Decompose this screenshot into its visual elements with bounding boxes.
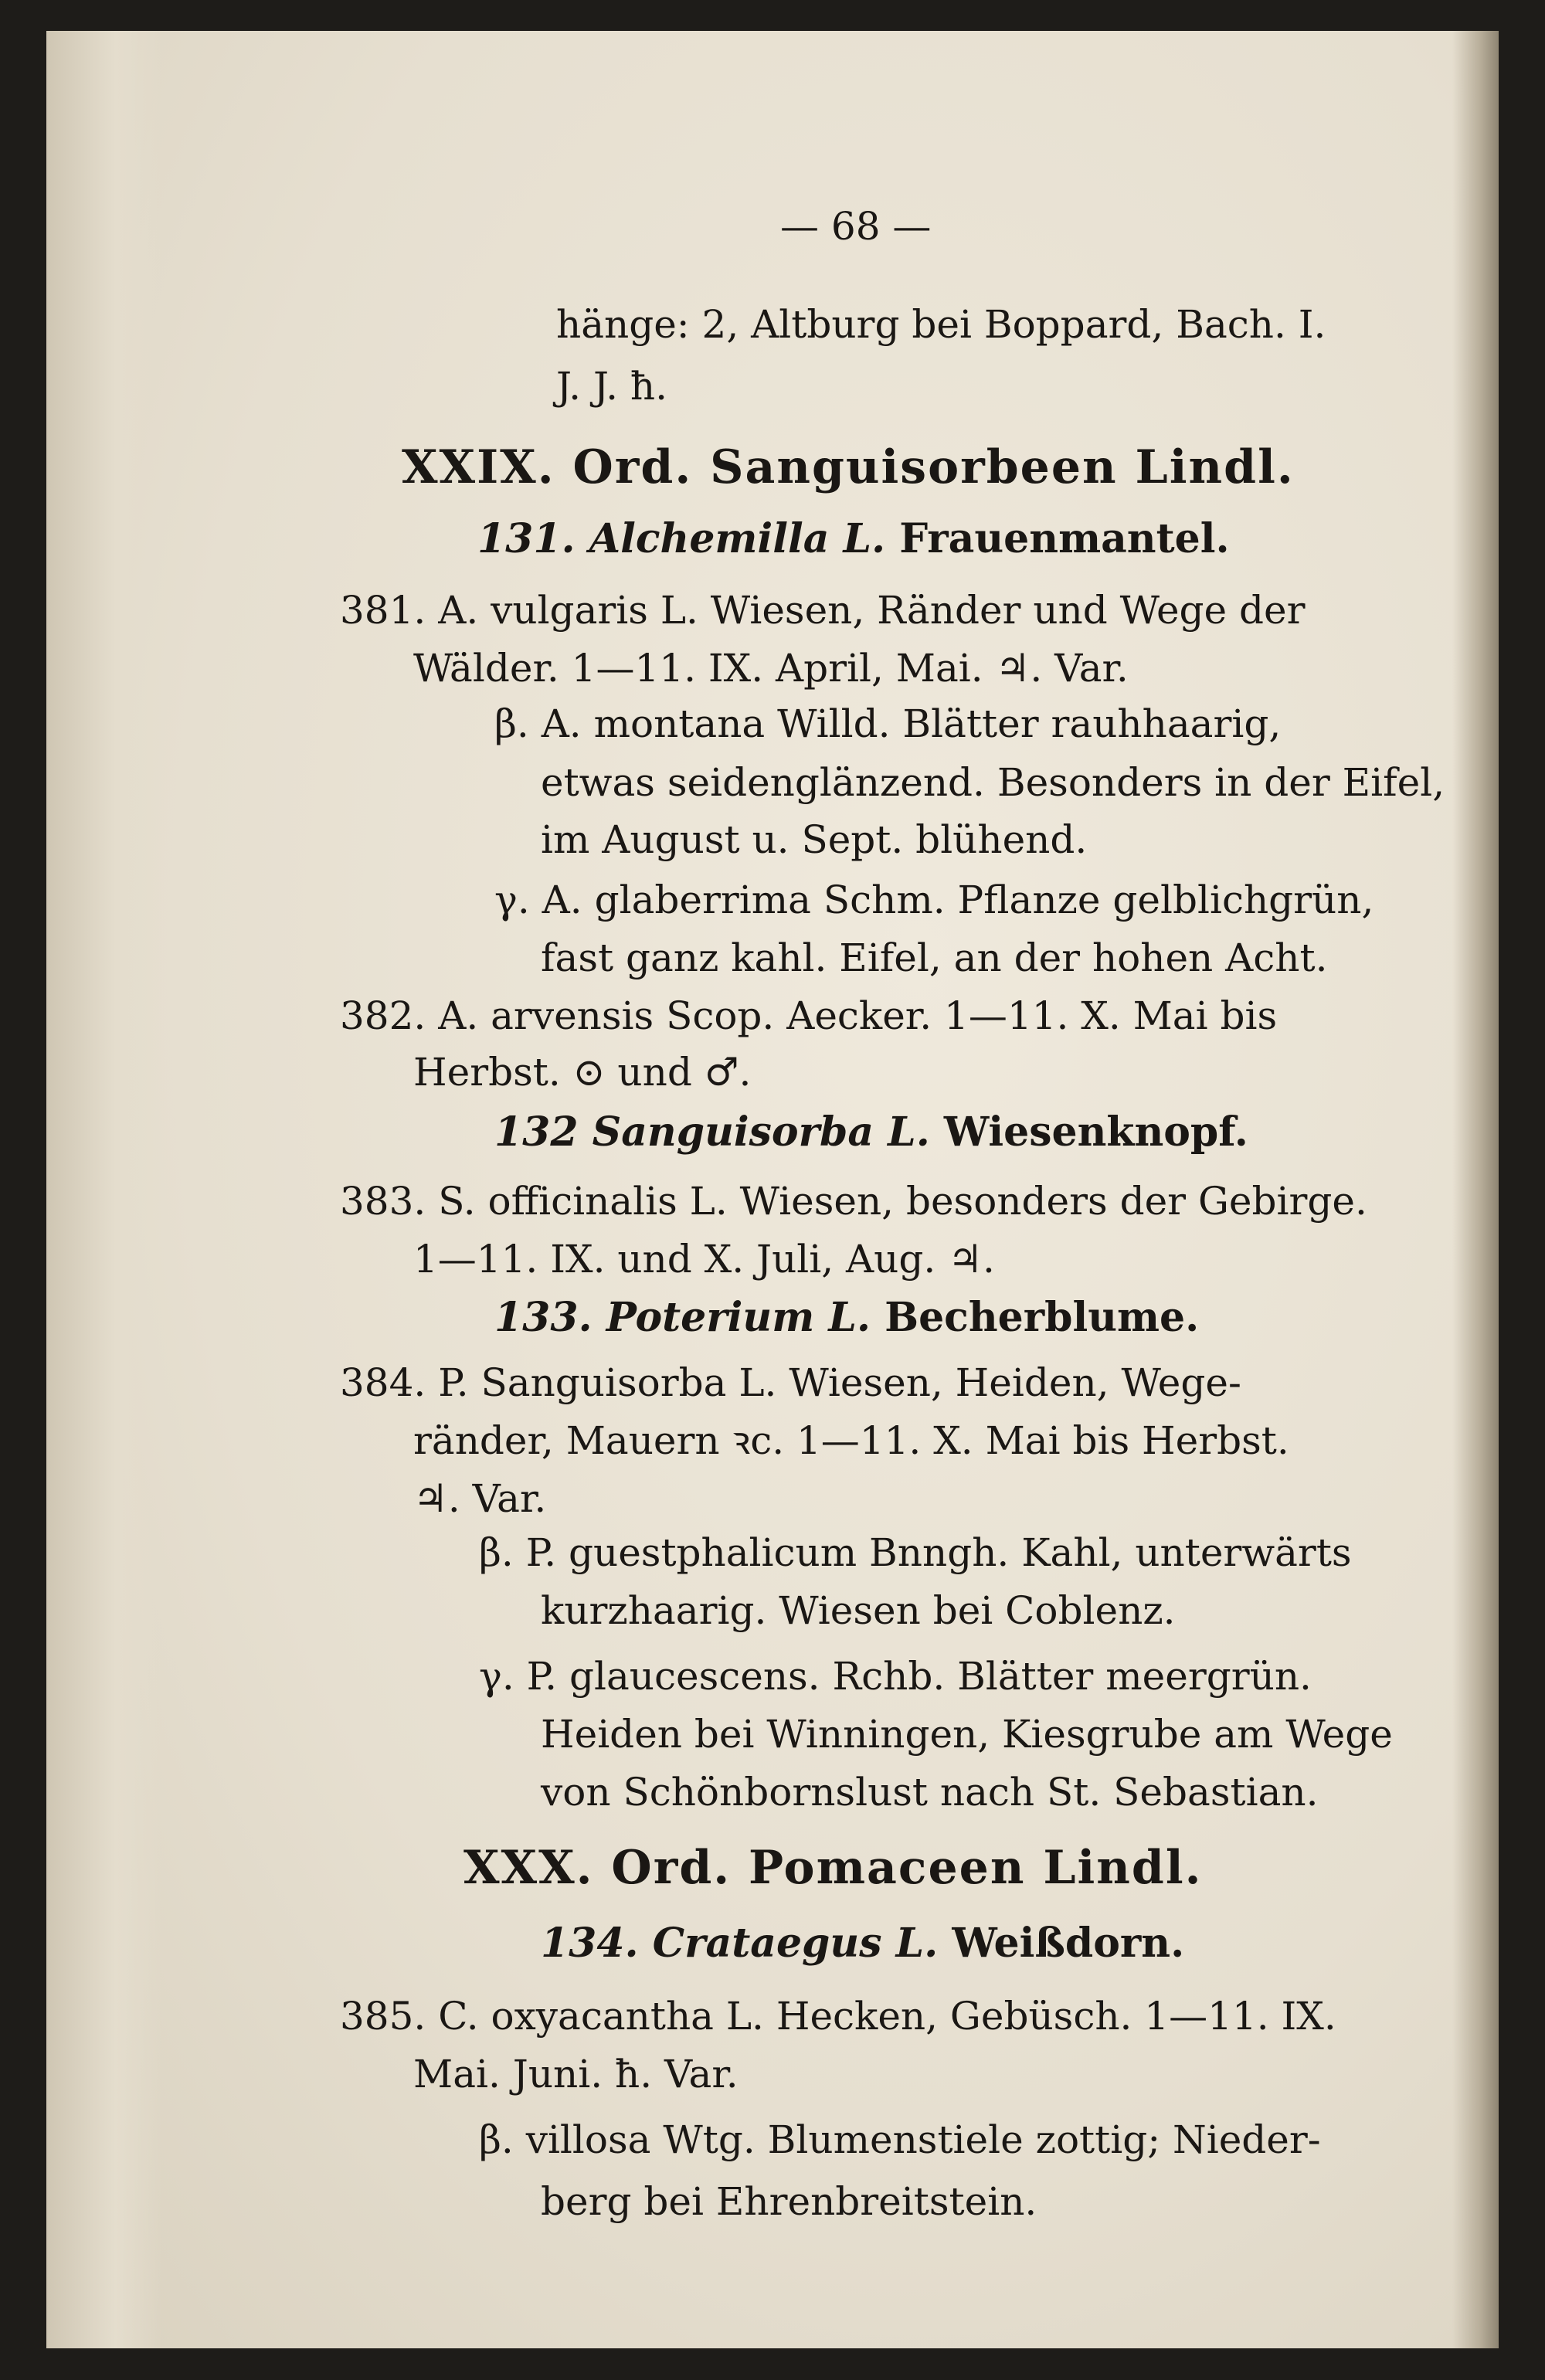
variety-entry: γ. P. glaucescens. Rchb. Blätter meergrün. (479, 1654, 1312, 1699)
text-line: im August u. Sept. blühend. (541, 817, 1088, 862)
genus-common-name: Weißdorn. (952, 1920, 1185, 1967)
genus-number: 133. (494, 1294, 593, 1341)
page-edge (1452, 31, 1499, 2348)
genus-number: 132 (494, 1109, 579, 1156)
text-line: Mai. Juni. ħ. Var. (413, 2052, 739, 2097)
text-line: ränder, Mauern ꝛc. 1—11. X. Mai bis Herbst. (413, 1418, 1289, 1463)
text-line: Herbst. ⊙ und ♂. (413, 1050, 752, 1095)
species-entry: 384. P. Sanguisorba L. Wiesen, Heiden, Wege- (340, 1360, 1241, 1405)
variety-entry: β. villosa Wtg. Blumenstiele zottig; Nieder- (479, 2117, 1321, 2162)
genus-number: 134. (541, 1920, 639, 1967)
text-line: ♃. Var. (413, 1476, 547, 1521)
variety-entry: β. P. guestphalicum Bnngh. Kahl, unterwärts (479, 1530, 1352, 1575)
variety-entry: β. A. montana Willd. Blätter rauhhaarig, (494, 701, 1282, 746)
genus-heading (541, 1920, 1185, 1967)
text-line: hänge: 2, Altburg bei Boppard, Bach. I. (556, 302, 1326, 347)
text-line: von Schönbornslust nach St. Sebastian. (541, 1770, 1319, 1815)
genus-common-name: Frauenmantel. (899, 515, 1230, 562)
page-number: — 68 — (780, 204, 932, 249)
text-line: 1—11. IX. und X. Juli, Aug. ♃. (413, 1237, 995, 1282)
genus-heading (494, 1294, 1200, 1341)
genus-common-name: Wiesenknopf. (943, 1109, 1248, 1156)
species-entry: 385. C. oxyacantha L. Hecken, Gebüsch. 1—11. IX. (340, 1994, 1336, 2039)
text-line: J. J. ħ. (556, 364, 667, 409)
order-heading: XXIX. Ord. Sanguisorbeen Lindl. (402, 440, 1295, 494)
text-line: berg bei Ehrenbreitstein. (541, 2179, 1037, 2224)
variety-entry: γ. A. glaberrima Schm. Pflanze gelblichgrün, (494, 878, 1374, 922)
genus-name: Crataegus L. (652, 1920, 939, 1967)
text-line: Wälder. 1—11. IX. April, Mai. ♃. Var. (413, 646, 1129, 691)
text-line: fast ganz kahl. Eifel, an der hohen Acht. (541, 935, 1328, 980)
text-line: kurzhaarig. Wiesen bei Coblenz. (541, 1588, 1176, 1633)
genus-name: Poterium L. (606, 1294, 871, 1341)
order-heading: XXX. Ord. Pomaceen Lindl. (464, 1841, 1203, 1895)
text-line: etwas seidenglänzend. Besonders in der Eifel, (541, 760, 1445, 805)
genus-heading (494, 1109, 1248, 1156)
species-entry: 381. A. vulgaris L. Wiesen, Ränder und Wege der (340, 588, 1306, 633)
page-gutter (46, 31, 162, 2348)
genus-heading (477, 515, 1230, 562)
text-line: Heiden bei Winningen, Kiesgrube am Wege (541, 1712, 1393, 1757)
genus-common-name: Becherblume. (885, 1294, 1200, 1341)
genus-name: Sanguisorba L. (592, 1109, 930, 1156)
genus-name: Alchemilla L. (589, 515, 886, 562)
genus-number: 131. (477, 515, 576, 562)
species-entry: 382. A. arvensis Scop. Aecker. 1—11. X. Mai bis (340, 993, 1278, 1038)
species-entry: 383. S. officinalis L. Wiesen, besonders der Gebirge. (340, 1179, 1367, 1224)
